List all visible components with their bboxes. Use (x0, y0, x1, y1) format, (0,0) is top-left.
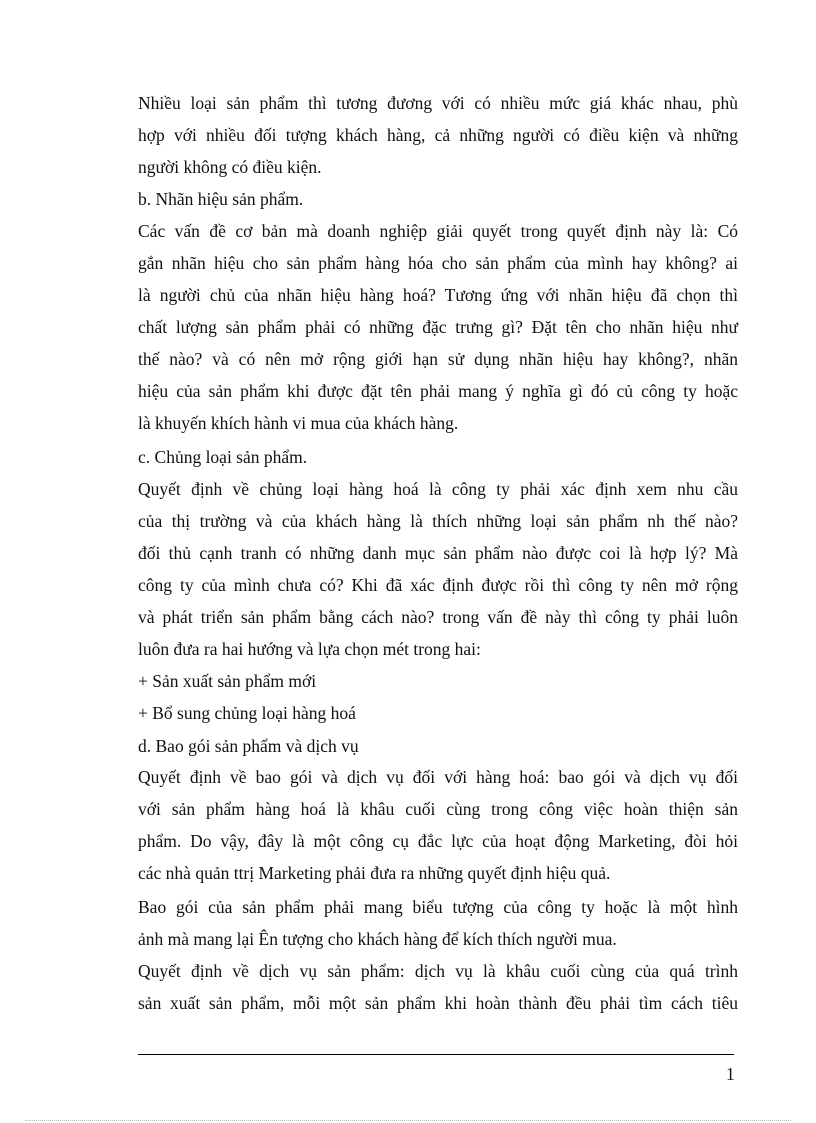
paragraph-line: và phát triển sản phẩm bằng cách nào? trong vấn đề này thì công ty phải luôn (138, 607, 738, 627)
paragraph-line: của thị trường và của khách hàng là thích những loại sản phẩm nh thế nào? (138, 511, 738, 531)
paragraph-line: hiệu của sản phẩm khi được đặt tên phải mang ý nghĩa gì đó củ công ty hoặc (138, 381, 738, 401)
paragraph-line: ảnh mà mang lại Ên tượng cho khách hàng để kích thích người mua. (138, 929, 617, 949)
paragraph-line: phẩm. Do vậy, đây là một công cụ đắc lực của hoạt động Marketing, đòi hỏi (138, 831, 738, 851)
paragraph-line: công ty của mình chưa có? Khi đã xác định được rồi thì công ty nên mở rộng (138, 575, 738, 595)
list-item: + Bổ sung chủng loại hàng hoá (138, 703, 356, 723)
paragraph-line: Bao gói của sản phẩm phải mang biểu tượng của công ty hoặc là một hình (138, 897, 738, 917)
paragraph-line: là người chủ của nhãn hiệu hàng hoá? Tương ứng với nhãn hiệu đã chọn thì (138, 285, 738, 305)
section-heading: b. Nhãn hiệu sản phẩm. (138, 189, 304, 209)
paragraph-line: Quyết định về bao gói và dịch vụ đối với hàng hoá: bao gói và dịch vụ đối (138, 767, 738, 787)
section-heading: c. Chủng loại sản phẩm. (138, 447, 308, 467)
list-item: + Sản xuất sản phẩm mới (138, 671, 317, 691)
paragraph-line: Các vấn đề cơ bản mà doanh nghiệp giải quyết trong quyết định này là: Có (138, 221, 738, 241)
paragraph-line: hợp với nhiều đối tượng khách hàng, cả những người có điều kiện và những (138, 125, 738, 145)
paragraph-line: chất lượng sản phẩm phải có những đặc trưng gì? Đặt tên cho nhãn hiệu như (138, 317, 738, 337)
paragraph-line: sản xuất sản phẩm, mỗi một sản phẩm khi hoàn thành đều phải tìm cách tiêu (138, 993, 738, 1013)
paragraph-line: thế nào? và có nên mở rộng giới hạn sử dụng nhãn hiệu hay không?, nhãn (138, 349, 738, 369)
paragraph-line: là khuyến khích hành vi mua của khách hàng. (138, 413, 459, 433)
page-number: 1 (726, 1064, 735, 1084)
footer-divider (138, 1054, 734, 1055)
section-heading: d. Bao gói sản phẩm và dịch vụ (138, 736, 359, 756)
page-boundary (25, 1120, 791, 1121)
paragraph-line: Quyết định về chủng loại hàng hoá là công ty phải xác định xem nhu cầu (138, 479, 738, 499)
paragraph-line: với sản phẩm hàng hoá là khâu cuối cùng trong công việc hoàn thiện sản (138, 799, 738, 819)
paragraph-line: gắn nhãn hiệu cho sản phẩm hàng hóa cho sản phẩm của mình hay không? ai (138, 253, 738, 273)
paragraph-line: Nhiều loại sản phẩm thì tương đương với có nhiều mức giá khác nhau, phù (138, 93, 738, 113)
paragraph-line: luôn đưa ra hai hướng và lựa chọn mét trong hai: (138, 639, 481, 659)
paragraph-line: Quyết định về dịch vụ sản phẩm: dịch vụ là khâu cuối cùng của quá trình (138, 961, 738, 981)
paragraph-line: người không có điều kiện. (138, 157, 322, 177)
paragraph-line: đối thủ cạnh tranh có những danh mục sản phẩm nào được coi là hợp lý? Mà (138, 543, 738, 563)
paragraph-line: các nhà quản ttrị Marketing phải đưa ra những quyết định hiệu quả. (138, 863, 611, 883)
